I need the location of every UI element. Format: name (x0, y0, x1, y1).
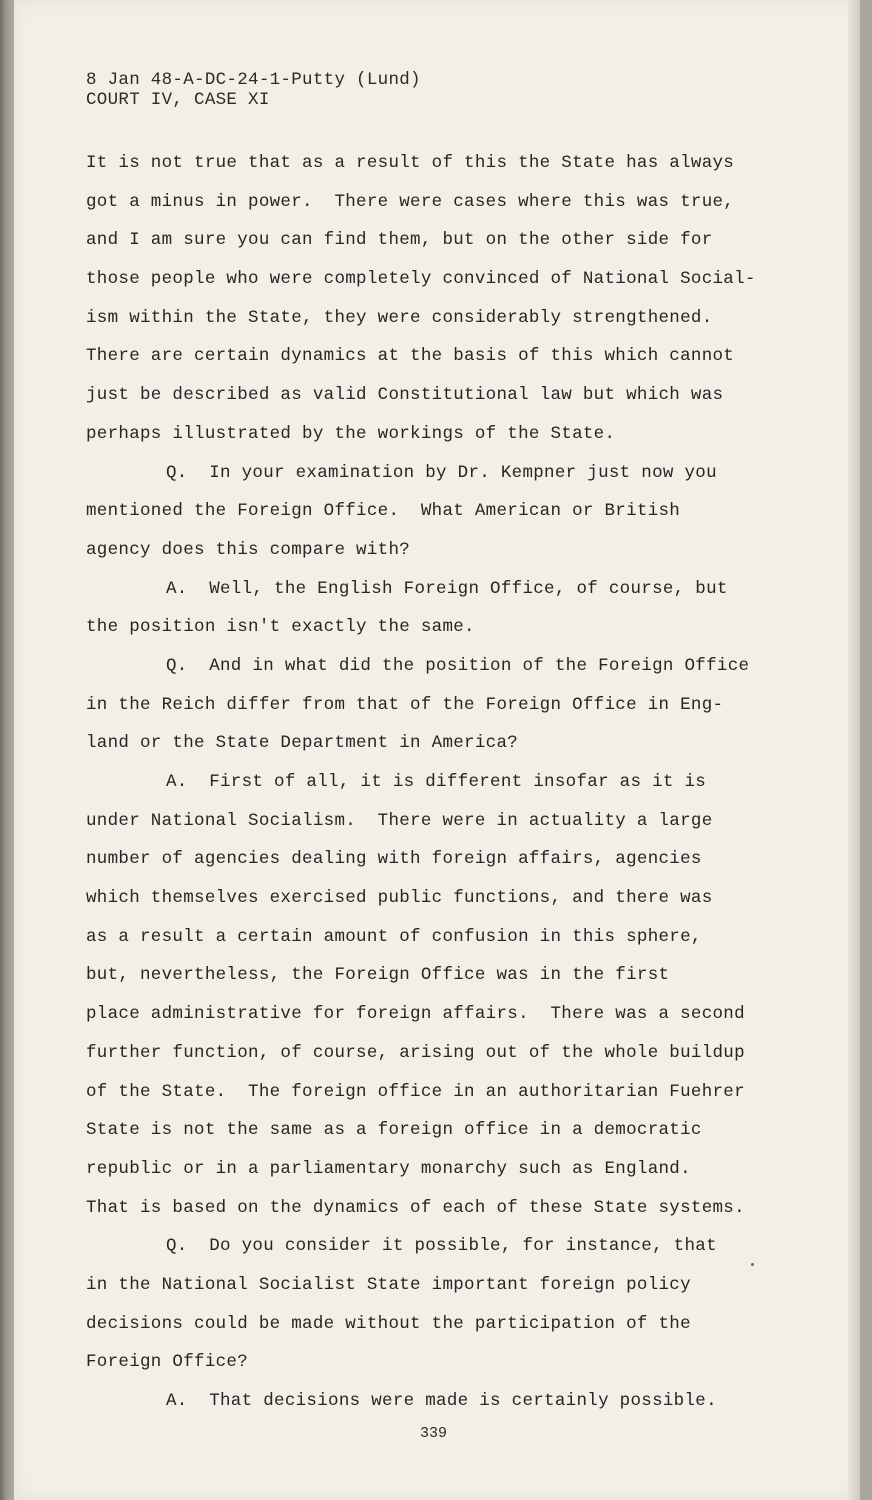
transcript-line: Q. Do you consider it possible, for instance, that (166, 1236, 717, 1257)
transcript-line: further function, of course, arising out of the whole buildup (86, 1042, 745, 1063)
transcript-line: Q. And in what did the position of the Foreign Office (166, 655, 750, 676)
transcript-line: which themselves exercised public functions, and there was (86, 888, 713, 909)
transcript-body (86, 150, 826, 1427)
transcript-line: and I am sure you can find them, but on the other side for (86, 230, 713, 251)
transcript-line: ism within the State, they were considerably strengthened. (86, 307, 713, 328)
transcript-line: decisions could be made without the participation of the (86, 1313, 691, 1334)
transcript-line: Foreign Office? (86, 1352, 249, 1373)
paper-speck (751, 1263, 754, 1266)
transcript-line: agency does this compare with? (86, 539, 411, 560)
header-court-line: COURT IV, CASE XI (86, 90, 270, 110)
transcript-line: That is based on the dynamics of each of these State systems. (86, 1197, 745, 1218)
header-reference-line: 8 Jan 48-A-DC-24-1-Putty (Lund) (86, 70, 421, 90)
transcript-line: just be described as valid Constitutional law but which was (86, 385, 724, 406)
transcript-line: It is not true that as a result of this the State has always (86, 153, 735, 173)
transcript-line: number of agencies dealing with foreign affairs, agencies (86, 849, 702, 870)
transcript-line: republic or in a parliamentary monarchy such as England. (86, 1158, 691, 1179)
transcript-line: place administrative for foreign affairs. There was a second (86, 1004, 745, 1025)
document-page (14, 0, 860, 1500)
transcript-line: Q. In your examination by Dr. Kempner just now you (166, 462, 717, 483)
transcript-line: but, nevertheless, the Foreign Office was in the first (86, 965, 670, 986)
transcript-line: There are certain dynamics at the basis of this which cannot (86, 346, 735, 367)
document-header (86, 70, 421, 110)
transcript-line: land or the State Department in America? (86, 733, 519, 754)
transcript-line: the position isn't exactly the same. (86, 617, 475, 638)
transcript-line: got a minus in power. There were cases where this was true, (86, 191, 735, 212)
page-number: 339 (420, 1425, 448, 1442)
transcript-line: mentioned the Foreign Office. What American or British (86, 501, 681, 522)
transcript-line: in the National Socialist State important foreign policy (86, 1274, 691, 1295)
transcript-line: of the State. The foreign office in an authoritarian Fuehrer (86, 1081, 745, 1102)
transcript-line: under National Socialism. There were in actuality a large (86, 810, 713, 831)
transcript-line: perhaps illustrated by the workings of the State. (86, 423, 616, 444)
transcript-line: as a result a certain amount of confusion in this sphere, (86, 926, 702, 947)
transcript-line: A. Well, the English Foreign Office, of course, but (166, 578, 728, 599)
transcript-line: A. That decisions were made is certainly possible. (166, 1391, 717, 1411)
page-edge (848, 0, 860, 1500)
transcript-line: A. First of all, it is different insofar as it is (166, 772, 707, 792)
transcript-line: those people who were completely convinced of National Social- (86, 269, 756, 290)
transcript-line: State is not the same as a foreign office in a democratic (86, 1120, 702, 1141)
transcript-line: in the Reich differ from that of the Foreign Office in Eng- (86, 694, 724, 715)
